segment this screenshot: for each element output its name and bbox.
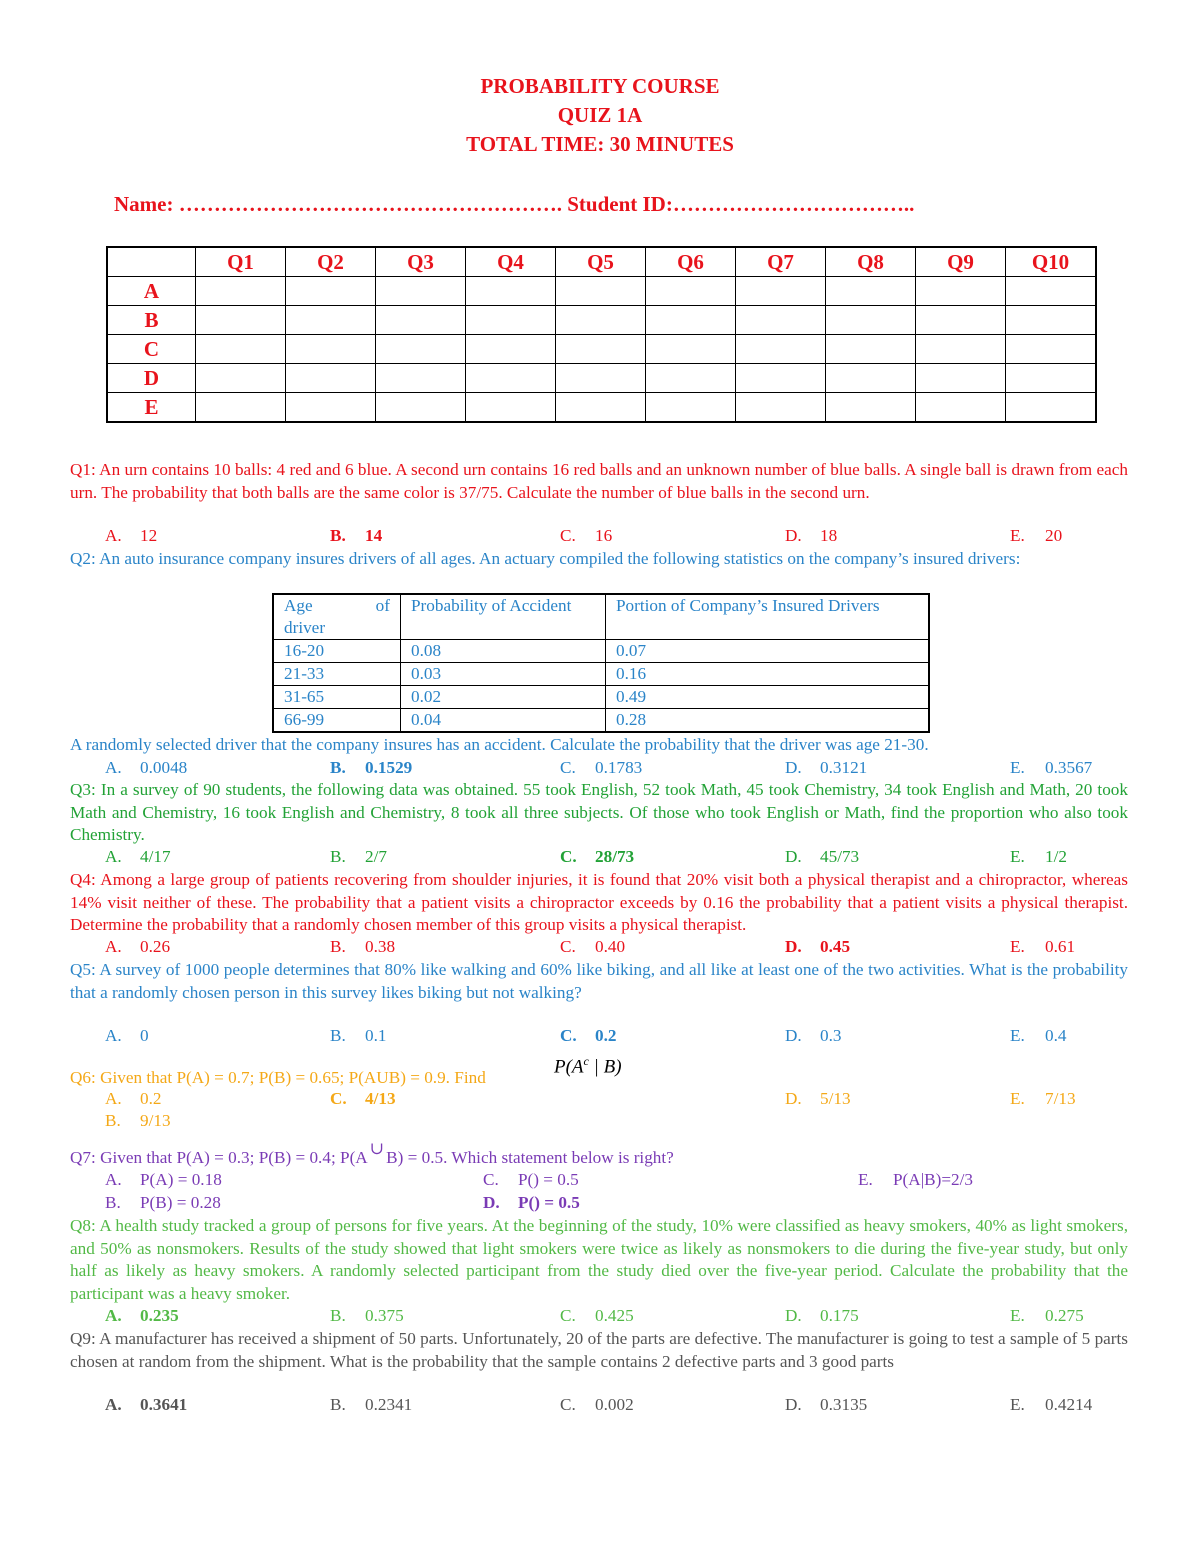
answer-cell[interactable] (736, 306, 826, 335)
q7-option-c[interactable]: C. P() = 0.5 (483, 1170, 579, 1189)
q2-age-cell: 66-99 (273, 709, 401, 733)
answer-cell[interactable] (286, 393, 376, 423)
answer-cell[interactable] (556, 335, 646, 364)
q2-age-cell: 21-33 (273, 663, 401, 686)
answer-cell[interactable] (376, 277, 466, 306)
answer-grid-col-header: Q6 (646, 247, 736, 277)
answer-cell[interactable] (466, 277, 556, 306)
answer-cell[interactable] (736, 364, 826, 393)
answer-cell[interactable] (286, 364, 376, 393)
q2-table-head-portion: Portion of Company’s Insured Drivers (606, 594, 930, 640)
q8-option-b[interactable]: B. 0.375 (330, 1306, 404, 1325)
course-title: PROBABILITY COURSE (480, 74, 720, 98)
q4-option-a[interactable]: A. 0.26 (105, 937, 171, 956)
answer-cell[interactable] (736, 277, 826, 306)
answer-cell[interactable] (196, 393, 286, 423)
q3-option-b[interactable]: B. 2/7 (330, 847, 387, 866)
answer-cell[interactable] (376, 306, 466, 335)
answer-cell[interactable] (466, 306, 556, 335)
q8-option-c[interactable]: C. 0.425 (560, 1306, 634, 1325)
answer-cell[interactable] (466, 393, 556, 423)
answer-cell[interactable] (736, 393, 826, 423)
q9-option-b[interactable]: B. 0.2341 (330, 1395, 413, 1414)
q1-option-b[interactable]: B. 14 (330, 526, 383, 545)
q6-options (105, 1088, 1115, 1110)
q4-option-c[interactable]: C. 0.40 (560, 937, 626, 956)
q6-option-b[interactable]: B. 9/13 (105, 1111, 171, 1130)
q9-option-a[interactable]: A. 0.3641 (105, 1395, 188, 1414)
answer-cell[interactable] (826, 364, 916, 393)
union-symbol: ∪ (369, 1139, 385, 1158)
answer-cell[interactable] (1006, 306, 1097, 335)
q9-text: Q9: A manufacturer has received a shipment of 50 parts. Unfortunately, 20 of the parts are defective. The manufacturer is going to test a sample of 5 parts chosen at random from the shipment. What is the probability that the sample contains 2 defective parts and 3 good parts (70, 1329, 1128, 1371)
q1-text: Q1: An urn contains 10 balls: 4 red and 6 blue. A second urn contains 16 red balls and an unknown number of blue balls. A single ball is drawn from each urn. The probability that both balls are the same color is 37/75. Calculate the number of blue balls in the second urn. (70, 460, 1128, 502)
answer-cell[interactable] (916, 306, 1006, 335)
q2-age-cell: 16-20 (273, 640, 401, 663)
answer-cell[interactable] (916, 277, 1006, 306)
table-row (273, 686, 929, 709)
q5-option-c[interactable]: C. 0.2 (560, 1026, 617, 1045)
q8-option-a[interactable]: A. 0.235 (105, 1306, 179, 1325)
q8-options (105, 1305, 1115, 1327)
q6-option-d[interactable]: D. 5/13 (785, 1089, 851, 1108)
q2-option-c[interactable]: C. 0.1783 (560, 758, 643, 777)
q2-options (105, 757, 1115, 779)
q2-statistics-table (272, 593, 930, 733)
answer-cell[interactable] (916, 364, 1006, 393)
q3-option-c[interactable]: C. 28/73 (560, 847, 635, 866)
q4-option-b[interactable]: B. 0.38 (330, 937, 396, 956)
q4-options (105, 936, 1115, 958)
q7-options-row2 (105, 1192, 1115, 1214)
answer-cell[interactable] (286, 335, 376, 364)
answer-grid-col-header: Q1 (196, 247, 286, 277)
answer-cell[interactable] (376, 364, 466, 393)
q2-option-d[interactable]: D. 0.3121 (785, 758, 868, 777)
q2-prob-cell: 0.02 (401, 686, 606, 709)
q4-text: Q4: Among a large group of patients recovering from shoulder injuries, it is found that 20% visit both a physical therapist and a chiropractor, whereas 14% visit neither of these. The probability that a patient visits a chiropractor exceeds by 0.16 the probability that a patient visits a physical therapist. Determine the probability that a randomly chosen member of this group visits a physical therapist. (70, 870, 1128, 934)
q2-portion-cell: 0.07 (606, 640, 930, 663)
q2-option-a[interactable]: A. 0.0048 (105, 758, 188, 777)
q2-age-cell: 31-65 (273, 686, 401, 709)
answer-grid-col-header: Q8 (826, 247, 916, 277)
q2-prob-cell: 0.04 (401, 709, 606, 733)
answer-cell[interactable] (556, 306, 646, 335)
answer-cell[interactable] (1006, 364, 1097, 393)
q7-option-e[interactable]: E. P(A|B)=2/3 (858, 1170, 973, 1189)
q3-option-e[interactable]: E. 1/2 (1010, 847, 1067, 866)
answer-cell[interactable] (466, 364, 556, 393)
table-row (273, 640, 929, 663)
q1-options (105, 525, 1115, 547)
q8-option-d[interactable]: D. 0.175 (785, 1306, 859, 1325)
q2-option-b[interactable]: B. 0.1529 (330, 758, 413, 777)
q1-option-c[interactable]: C. 16 (560, 526, 613, 545)
q7-option-a[interactable]: A. P(A) = 0.18 (105, 1170, 222, 1189)
q5-options (105, 1025, 1115, 1047)
answer-grid (106, 246, 1097, 423)
time-limit: TOTAL TIME: 30 MINUTES (466, 132, 734, 156)
q2-option-e[interactable]: E. 0.3567 (1010, 758, 1093, 777)
answer-cell[interactable] (466, 335, 556, 364)
answer-grid-col-header: Q10 (1006, 247, 1097, 277)
answer-grid-row-header: B (107, 306, 196, 335)
q6-option-a[interactable]: A. 0.2 (105, 1089, 162, 1108)
q3-option-d[interactable]: D. 45/73 (785, 847, 860, 866)
q8-option-e[interactable]: E. 0.275 (1010, 1306, 1084, 1325)
q5-option-d[interactable]: D. 0.3 (785, 1026, 842, 1045)
q7-options (105, 1169, 1115, 1191)
q5-option-b[interactable]: B. 0.1 (330, 1026, 387, 1045)
q9-option-c[interactable]: C. 0.002 (560, 1395, 634, 1414)
q5-text: Q5: A survey of 1000 people determines that 80% like walking and 60% like biking, and all like at least one of the two activities. What is the probability that a randomly chosen person in this survey likes biking but not walking? (70, 960, 1128, 1002)
q9-option-d[interactable]: D. 0.3135 (785, 1395, 868, 1414)
q3-options (105, 846, 1115, 868)
answer-cell[interactable] (556, 277, 646, 306)
q9-options (105, 1394, 1115, 1416)
answer-cell[interactable] (916, 335, 1006, 364)
q2-prob-cell: 0.03 (401, 663, 606, 686)
q1-option-d[interactable]: D. 18 (785, 526, 838, 545)
q2-table-head-age: Age of driver (273, 594, 401, 640)
q2-portion-cell: 0.28 (606, 709, 930, 733)
answer-grid-col-header: Q4 (466, 247, 556, 277)
answer-cell[interactable] (646, 335, 736, 364)
answer-grid-col-header: Q5 (556, 247, 646, 277)
answer-grid-row (107, 364, 1096, 393)
q1-option-e[interactable]: E. 20 (1010, 526, 1063, 545)
q5-option-a[interactable]: A. 0 (105, 1026, 149, 1045)
answer-cell[interactable] (556, 393, 646, 423)
q2-table-head-probability: Probability of Accident (401, 594, 606, 640)
q7-option-b[interactable]: B. P(B) = 0.28 (105, 1193, 221, 1212)
q6-formula: $P(A^c$ | B) (554, 1054, 622, 1078)
answer-cell[interactable] (916, 393, 1006, 423)
q8-text: Q8: A health study tracked a group of persons for five years. At the beginning of the study, 10% were classified as heavy smokers, 40% as light smokers, and 50% as nonsmokers. Results of the study showed that light smokers were twice as likely as nonsmokers to die during the five-year study, but only half as likely as heavy smokers. A randomly selected participant from the study died over the five-year period. Calculate the probability that the participant was a heavy smoker. (70, 1216, 1128, 1303)
answer-cell[interactable] (196, 335, 286, 364)
q2-followup-text: A randomly selected driver that the company insures has an accident. Calculate the probability that the driver was age 21-30. (70, 735, 929, 754)
answer-grid-row (107, 335, 1096, 364)
q2-text: Q2: An auto insurance company insures drivers of all ages. An actuary compiled the following statistics on the company’s insured drivers: (70, 549, 1021, 568)
answer-cell[interactable] (1006, 277, 1097, 306)
answer-grid-header-row (107, 247, 1096, 277)
table-row (273, 709, 929, 733)
answer-cell[interactable] (196, 364, 286, 393)
answer-cell[interactable] (646, 393, 736, 423)
answer-cell[interactable] (1006, 335, 1097, 364)
q2-portion-cell: 0.49 (606, 686, 930, 709)
q3-text: Q3: In a survey of 90 students, the following data was obtained. 55 took English, 52 took Math, 45 took Chemistry, 34 took English and Math, 20 took Math and Chemistry, 16 took English and Chemistry, 8 took all three subjects. Of those who took English or Math, find the proportion who also took Chemistry. (70, 780, 1128, 844)
answer-cell[interactable] (646, 364, 736, 393)
answer-cell[interactable] (376, 393, 466, 423)
q1-option-a[interactable]: A. 12 (105, 526, 158, 545)
q6-text: Q6: Given that P(A) = 0.7; P(B) = 0.65; P(AUB) = 0.9. Find (70, 1068, 486, 1087)
answer-cell[interactable] (196, 277, 286, 306)
answer-grid-col-header: Q7 (736, 247, 826, 277)
q7-option-d[interactable]: D. P() = 0.5 (483, 1193, 580, 1212)
answer-cell[interactable] (376, 335, 466, 364)
answer-cell[interactable] (556, 364, 646, 393)
answer-grid-row-header: A (107, 277, 196, 306)
answer-grid-row (107, 306, 1096, 335)
answer-grid-row-header: D (107, 364, 196, 393)
answer-cell[interactable] (826, 306, 916, 335)
answer-grid-col-header: Q2 (286, 247, 376, 277)
answer-cell[interactable] (286, 277, 376, 306)
q7-text: Q7: Given that P(A) = 0.3; P(B) = 0.4; P(A ∪ B) = 0.5. Which statement below is right? (70, 1139, 674, 1167)
q4-option-e[interactable]: E. 0.61 (1010, 937, 1076, 956)
answer-cell[interactable] (826, 277, 916, 306)
q2-portion-cell: 0.16 (606, 663, 930, 686)
answer-cell[interactable] (1006, 393, 1097, 423)
q2-prob-cell: 0.08 (401, 640, 606, 663)
answer-grid-col-header: Q3 (376, 247, 466, 277)
table-row (273, 663, 929, 686)
answer-grid-row-header: E (107, 393, 196, 423)
q6-option-e[interactable]: E. 7/13 (1010, 1089, 1076, 1108)
answer-cell[interactable] (736, 335, 826, 364)
answer-cell[interactable] (286, 306, 376, 335)
answer-grid-corner (107, 247, 196, 277)
q2-table-header-row (273, 594, 929, 640)
answer-cell[interactable] (826, 335, 916, 364)
answer-cell[interactable] (196, 306, 286, 335)
q9-option-e[interactable]: E. 0.4214 (1010, 1395, 1093, 1414)
q5-option-e[interactable]: E. 0.4 (1010, 1026, 1067, 1045)
q6-options-row2 (105, 1110, 1115, 1132)
q3-option-a[interactable]: A. 4/17 (105, 847, 171, 866)
answer-grid-row-header: C (107, 335, 196, 364)
answer-cell[interactable] (646, 306, 736, 335)
answer-grid-row (107, 277, 1096, 306)
q6-option-c[interactable]: C. 4/13 (330, 1089, 396, 1108)
answer-cell[interactable] (826, 393, 916, 423)
quiz-title: QUIZ 1A (557, 103, 643, 127)
answer-grid-col-header: Q9 (916, 247, 1006, 277)
name-student-id-line: Name: ………………………………………………. Student ID:…………………………….. (114, 192, 915, 216)
q4-option-d[interactable]: D. 0.45 (785, 937, 851, 956)
answer-cell[interactable] (646, 277, 736, 306)
answer-grid-row (107, 393, 1096, 423)
